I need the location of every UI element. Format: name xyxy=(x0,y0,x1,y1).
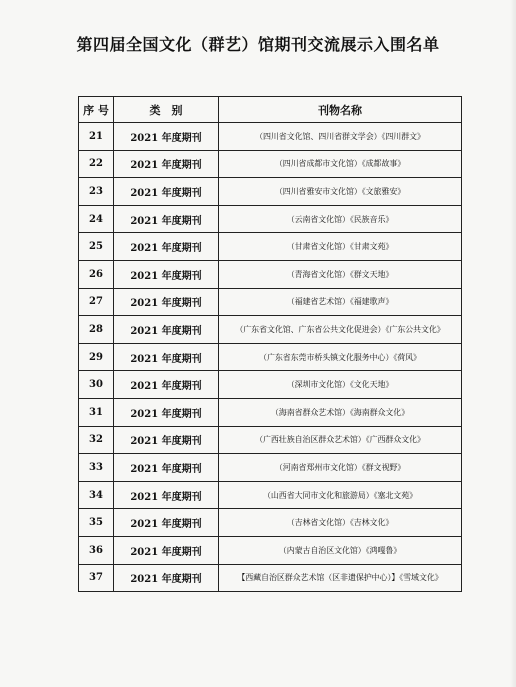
row-publication-name: （山西省大同市文化和旅游局）《塞北文苑》 xyxy=(219,481,462,509)
row-publication-name: 【西藏自治区群众艺术馆（区非遗保护中心）】《雪域文化》 xyxy=(219,564,462,592)
row-number: 35 xyxy=(79,509,114,537)
row-category: 2021 年度期刊 xyxy=(114,233,219,261)
row-category: 2021 年度期刊 xyxy=(114,536,219,564)
row-publication-name: （广东省东莞市桥头镇文化服务中心）《荷风》 xyxy=(219,343,462,371)
row-category: 2021 年度期刊 xyxy=(114,316,219,344)
shortlist-table xyxy=(78,96,462,592)
row-publication-name: （广西壮族自治区群众艺术馆）《广西群众文化》 xyxy=(219,426,462,454)
header-category: 类 别 xyxy=(114,97,219,123)
row-number: 28 xyxy=(79,316,114,344)
table-row xyxy=(79,178,462,206)
row-number: 26 xyxy=(79,260,114,288)
row-category: 2021 年度期刊 xyxy=(114,288,219,316)
row-category: 2021 年度期刊 xyxy=(114,509,219,537)
row-number: 34 xyxy=(79,481,114,509)
row-number: 25 xyxy=(79,233,114,261)
row-number: 30 xyxy=(79,371,114,399)
row-number: 32 xyxy=(79,426,114,454)
row-publication-name: （福建省艺术馆）《福建歌声》 xyxy=(219,288,462,316)
header-name: 刊物名称 xyxy=(219,97,462,123)
table-row xyxy=(79,481,462,509)
table-row xyxy=(79,454,462,482)
row-publication-name: （四川省成都市文化馆）《成都故事》 xyxy=(219,150,462,178)
table-row xyxy=(79,150,462,178)
row-number: 33 xyxy=(79,454,114,482)
row-category: 2021 年度期刊 xyxy=(114,123,219,151)
row-number: 36 xyxy=(79,536,114,564)
table-row xyxy=(79,509,462,537)
row-number: 29 xyxy=(79,343,114,371)
row-publication-name: （云南省文化馆）《民族音乐》 xyxy=(219,205,462,233)
row-category: 2021 年度期刊 xyxy=(114,454,219,482)
row-category: 2021 年度期刊 xyxy=(114,150,219,178)
row-category: 2021 年度期刊 xyxy=(114,481,219,509)
page-title: 第四届全国文化（群艺）馆期刊交流展示入围名单 xyxy=(76,35,440,54)
table-row xyxy=(79,426,462,454)
row-number: 27 xyxy=(79,288,114,316)
row-category: 2021 年度期刊 xyxy=(114,205,219,233)
row-publication-name: （深圳市文化馆）《文化天地》 xyxy=(219,371,462,399)
row-category: 2021 年度期刊 xyxy=(114,426,219,454)
row-publication-name: （内蒙古自治区文化馆）《鸿嘎鲁》 xyxy=(219,536,462,564)
row-category: 2021 年度期刊 xyxy=(114,260,219,288)
table-row xyxy=(79,398,462,426)
row-publication-name: （广东省文化馆、广东省公共文化促进会）《广东公共文化》 xyxy=(219,316,462,344)
row-number: 31 xyxy=(79,398,114,426)
row-publication-name: （河南省郑州市文化馆）《群文视野》 xyxy=(219,454,462,482)
row-publication-name: （海南省群众艺术馆）《海南群众文化》 xyxy=(219,398,462,426)
table-row xyxy=(79,205,462,233)
row-category: 2021 年度期刊 xyxy=(114,178,219,206)
table-row xyxy=(79,123,462,151)
header-row xyxy=(79,97,462,123)
table-row xyxy=(79,233,462,261)
row-publication-name: （吉林省文化馆）《吉林文化》 xyxy=(219,509,462,537)
row-category: 2021 年度期刊 xyxy=(114,398,219,426)
row-number: 22 xyxy=(79,150,114,178)
row-number: 21 xyxy=(79,123,114,151)
row-publication-name: （甘肃省文化馆）《甘肃文苑》 xyxy=(219,233,462,261)
row-category: 2021 年度期刊 xyxy=(114,564,219,592)
scan-edge-shadow xyxy=(510,0,516,687)
table-row xyxy=(79,343,462,371)
table-row xyxy=(79,371,462,399)
table-row xyxy=(79,536,462,564)
row-publication-name: （四川省文化馆、四川省群文学会）《四川群文》 xyxy=(219,123,462,151)
row-publication-name: （青海省文化馆）《群文天地》 xyxy=(219,260,462,288)
header-no: 序 号 xyxy=(79,97,114,123)
row-number: 24 xyxy=(79,205,114,233)
table-row xyxy=(79,316,462,344)
row-publication-name: （四川省雅安市文化馆）《文旅雅安》 xyxy=(219,178,462,206)
row-number: 37 xyxy=(79,564,114,592)
table-row xyxy=(79,564,462,592)
table-header xyxy=(79,97,462,123)
table-body xyxy=(79,123,462,592)
row-category: 2021 年度期刊 xyxy=(114,371,219,399)
table-row xyxy=(79,260,462,288)
row-category: 2021 年度期刊 xyxy=(114,343,219,371)
row-number: 23 xyxy=(79,178,114,206)
table-row xyxy=(79,288,462,316)
